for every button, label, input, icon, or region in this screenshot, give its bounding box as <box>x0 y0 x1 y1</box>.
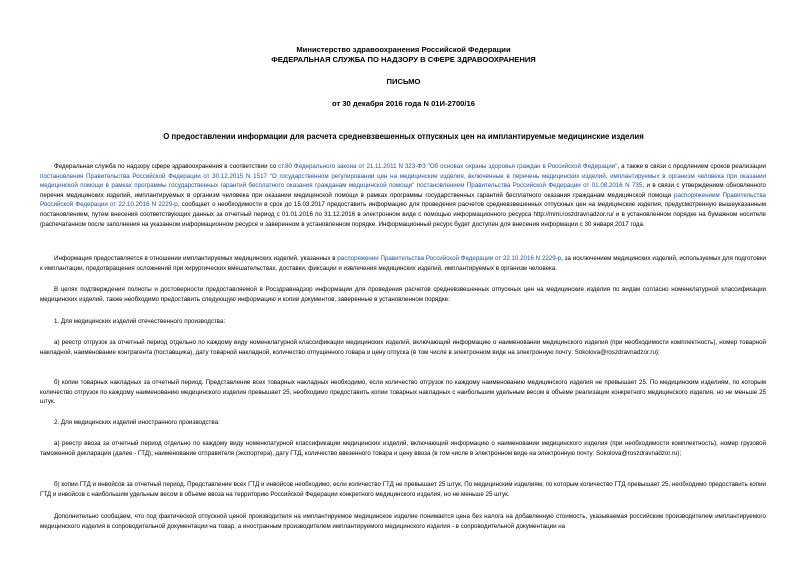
paragraph-text: Федеральная служба по надзору сфере здравоохранения в соответствии со <box>54 163 279 170</box>
paragraph-text: , и в связи с утверждением обновленного перечня медицинских изделий, имплантируемых в организм человека при оказании медицинской помощи в рамках программы государственных гарантий бесплатного оказания гражданам медицинской помощи <box>40 182 766 199</box>
order-2229-link[interactable]: распоряжением Правительства Российской Федерации от 22.10.2016 N 2229-р <box>40 191 766 209</box>
section-foreign-item-b: б) копии ГТД и инвойсов за отчетный период. Представление всех ГТД и инвойсов необходимо, если количество ГТД не превышает 25 штук. По медицинским изделиям, по которым количество ГТД превышает 25, необходимо предоставить копии ГТД и инвойсов с наибольшим удельным весом в объеме ввоза на территорию Российской Федерации конкретного медицинского изделия, но не меньше 25 штук. <box>40 481 766 498</box>
document-date-number: от 30 декабря 2016 года N 01И-2700/16 <box>332 99 475 108</box>
order-2229-link[interactable]: распоряжении Правительства Российской Федерации от 22.10.2016 N 2229-р <box>337 255 562 262</box>
paragraph-text: Информация предоставляется в отношении имплантируемых медицинских изделий, указанных в <box>54 255 338 262</box>
section-domestic-item-b: б) копии товарных накладных за отчетный период. Представление всех товарных накладных необходимо, если количество отгрузок по каждому наименованию медицинского изделия не превышает 25. По медицинским изделиям, по которым количество отгрузок по каждому наименованию медицинского изделия превышает 25, необходимо предоставить копии товарных накладных с наибольшим удельным весом в объеме реализации конкретного медицинского изделия, но не меньше 25 штук. <box>40 379 766 406</box>
resolution-735-link[interactable]: постановлением Правительства Российской Федерации от 01.08.2016 N 735 <box>416 182 643 190</box>
resolution-1517-link[interactable]: постановления Правительства Российской Федерации от 30.12.2015 N 1517 "О государственном регулировании цен на медицинские изделия, включенные в перечень медицинских изделий, имплантируемых в организм человека при оказании медицинской помощи в рамках программы государственных гарантий бесплатного оказания гражданам медицинской помощи" <box>40 172 766 190</box>
section-domestic-heading: 1. Для медицинских изделий отечественного производства: <box>54 318 226 325</box>
document-title: О предоставлении информации для расчета средневзвешенных отпускных цен на имплантируемые медицинские изделия <box>163 132 644 141</box>
law-link[interactable]: ст.80 Федерального закона от 21.11.2011 N 323-ФЗ "Об основах охраны здоровья граждан в Российской Федерации" <box>278 163 618 170</box>
document-type: ПИСЬМО <box>386 77 421 86</box>
section-foreign-item-a: а) реестр ввоза за отчетный период отдельно по каждому виду номенклатурной классификации медицинских изделий, включающий информацию о наименовании медицинского изделия (при необходимости комплектность), номер грузовой таможенной декларации (далее - ГТД), наименование отправителя (экспортера), дату ГТД, количество ввезенного товара и цену ввоза (в том числе в электронном виде на электронную почту: Sokolova@roszdravnadzor.ru); <box>40 440 766 457</box>
paragraph-text: , за исключением медицинских изделий, используемых для подготовки к имплантации, предотвращения осложнений при хирургических вмешательствах, доставки, фиксации и извлечения медицинских изделий, имплантируемых в организм человека. <box>40 255 766 272</box>
section-foreign-heading: 2. Для медицинских изделий иностранного производства: <box>54 419 220 426</box>
service-name: ФЕДЕРАЛЬНАЯ СЛУЖБА ПО НАДЗОРУ В СФЕРЕ ЗДРАВООХРАНЕНИЯ <box>271 55 536 64</box>
paragraph-additional: Дополнительно сообщаем, что под фактической отпускной ценой производителя на имплантируемое медицинское изделие понимается цена без налога на добавленную стоимость, указываемая российским производителем имплантируемого медицинского изделия в сопроводительной документации на товар, а иностранным производителем имплантируемого медицинского изделия - в сопроводительной документации на <box>40 513 766 530</box>
paragraph-scope <box>40 254 766 273</box>
paragraph-requirements: В целях подтверждения полноты и достоверности предоставляемой в Росздравнадзор информации для проведения расчетов средневзвешенных отпускных цен на медицинские изделия по видам согласно номенклатурной классификации медицинских изделий, также необходимо предоставить следующую информацию и копии документов, заверенные в установленном порядке: <box>40 286 766 303</box>
paragraph-text: , сообщает о необходимости в срок до 15.03.2017 предоставить информацию для проведения расчетов средневзвешенных отпускных цен на медицинские изделия, предусмотренную вышеуказанным постановлением, путем внесения соответствующих данных за отчетный период с 01.01.2016 по 31.12.2016 в электронном виде с помощью информационного ресурса http://mmi.roszdravnadzor.ru/ и в установленном порядке на бумажном носителе (распечатанном после заполнения на указанном информационном ресурсе и заверенном в установленном порядке. Информационный ресурс будет доступен для внесения информации с 30 января 2017 года. <box>40 201 766 228</box>
section-domestic-item-a: а) реестр отгрузок за отчетный период отдельно по каждому виду номенклатурной классификации медицинских изделий, включающий информацию о наименовании медицинского изделия (при необходимости комплектность), номер товарной накладной, наименование контрагента (поставщика), дату товарной накладной, количество отпущенного товара и цену отпуска (в том числе в электронном виде на электронную почту: Sokolova@roszdravnadzor.ru); <box>40 339 766 356</box>
paragraph-intro <box>40 162 766 229</box>
paragraph-text: , а также в связи с продлением сроков реализации <box>617 163 766 170</box>
ministry-name: Министерство здравоохранения Российской Федерации <box>296 45 511 54</box>
